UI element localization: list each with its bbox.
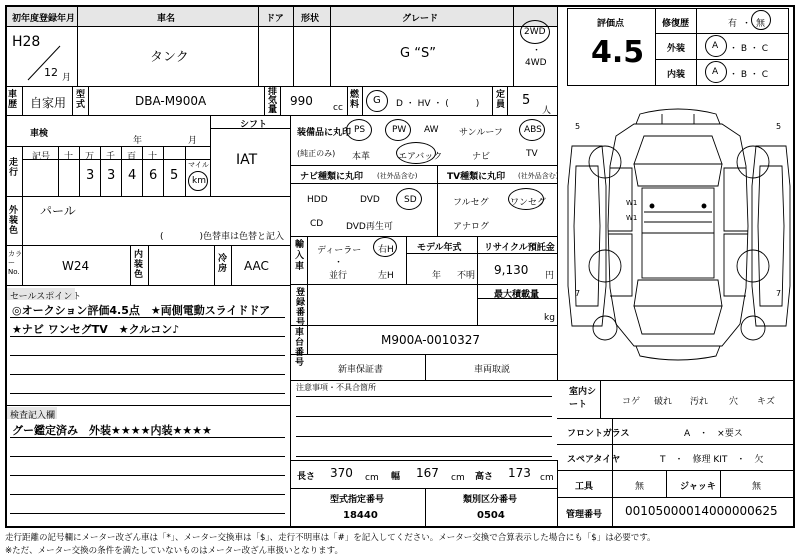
unit-3: 百 xyxy=(127,152,137,162)
exterior-color: パール xyxy=(40,204,76,218)
height-value: 173 xyxy=(508,466,531,480)
import-dealer: ディーラー xyxy=(317,246,362,256)
height-label: 高さ xyxy=(475,472,494,482)
shift-label: シフト xyxy=(240,120,268,130)
cc-unit: cc xyxy=(333,103,343,113)
management-label: 管理番号 xyxy=(566,510,603,520)
equip-pw: PW xyxy=(392,125,407,135)
class-value: 0504 xyxy=(477,510,505,521)
model-year-label: モデル年式 xyxy=(417,243,462,253)
model-year-unknown: 不明 xyxy=(457,271,476,281)
car-diagram xyxy=(562,106,796,374)
import-dot: ・ xyxy=(334,258,344,268)
seat-ana: 穴 xyxy=(729,397,739,407)
height-unit: cm xyxy=(540,473,554,483)
equip-ps: PS xyxy=(354,125,366,135)
inspector-label: 検査記入欄 xyxy=(10,411,56,421)
navi-label: ナビ種類に丸印 xyxy=(300,172,364,182)
tv-oneseg: ワンセグ xyxy=(510,198,547,208)
chassis-value: M900A-0010327 xyxy=(381,333,480,347)
model-value: DBA-M900A xyxy=(135,94,207,108)
tv-label: TV種類に丸印 xyxy=(447,172,506,182)
sales-line1: ◎オークション評価4.5点 ★両側電動スライドドア xyxy=(12,304,271,317)
drive-4wd: 4WD xyxy=(525,58,547,68)
reg-month-unit: 月 xyxy=(62,73,72,83)
unit-1: 万 xyxy=(85,152,95,162)
width-unit: cm xyxy=(451,473,465,483)
tools-label: 工具 xyxy=(575,482,594,492)
displacement-value: 990 xyxy=(290,94,313,108)
spare-label: スペアタイヤ xyxy=(567,455,621,465)
jack-value: 無 xyxy=(752,482,762,492)
management-value: 00105000014000000625 xyxy=(625,504,778,518)
navi-sd: SD xyxy=(404,195,417,205)
capacity-label: 定員 xyxy=(496,90,506,110)
color-no-label: カラーNo. xyxy=(8,250,22,276)
car-name: タンク xyxy=(150,50,189,65)
unit-0: 十 xyxy=(64,152,74,162)
notes-label: 注意事項・不具合箇所 xyxy=(296,383,376,392)
max-load-label: 最大積載量 xyxy=(494,290,540,300)
designation-label: 型式指定番号 xyxy=(330,495,385,505)
reg-year-label: 初年度登録年月 xyxy=(12,14,76,24)
footer-line1: 走行距離の記号欄にメーター改ざん車は「*」、メーター交換車は「$」、走行不明車は「#」を記入してください。メーター交換で合算表示した場合にも「$」は必要です。 xyxy=(5,533,656,543)
usage-value: 自家用 xyxy=(30,96,67,110)
length-unit: cm xyxy=(365,473,379,483)
diagram-label-7-right: 7 xyxy=(776,289,782,298)
recycle-label: リサイクル預託金 xyxy=(484,243,555,253)
equip-label: 装備品に丸印 xyxy=(297,128,352,138)
drive-dot: ・ xyxy=(532,46,542,56)
repair-no: 無 xyxy=(756,19,766,29)
tools-value: 無 xyxy=(635,482,645,492)
usage-label: 車歴 xyxy=(8,90,18,110)
import-right: 右H xyxy=(378,245,394,255)
navi-sub: (社外品含む) xyxy=(377,172,418,180)
door-label: ドア xyxy=(266,14,284,24)
designation-value: 18440 xyxy=(343,510,378,521)
inspection-year-unit: 年 xyxy=(133,136,143,146)
repaint-note: ( )色替車は色替と記入 xyxy=(160,232,285,242)
grade-value: G “S” xyxy=(400,46,436,61)
class-label: 類別区分番号 xyxy=(463,495,518,505)
fuel-options: D ・ HV ・ ( ) xyxy=(396,99,480,109)
score-value: 4.5 xyxy=(591,35,645,70)
seat-label: 室内シート xyxy=(569,387,597,410)
diagram-label-5-left: 5 xyxy=(575,122,581,131)
equip-tv: TV xyxy=(526,149,538,159)
reg-era: H28 xyxy=(12,34,41,50)
drive-2wd: 2WD xyxy=(524,27,546,37)
ext-a: A xyxy=(712,41,719,51)
inspector-text: グー鑑定済み 外装★★★★内装★★★★ xyxy=(12,424,212,437)
navi-cd: CD xyxy=(310,219,324,229)
navi-dvd: DVD xyxy=(360,195,380,205)
diagram-label-w1-b: W1 xyxy=(626,214,638,222)
recycle-yen: 円 xyxy=(545,271,555,281)
seat-yogore: 汚れ xyxy=(690,397,709,407)
inspection-label: 車検 xyxy=(30,129,49,139)
int-rest: ・ B ・ C xyxy=(729,70,769,80)
displacement-label: 排気量 xyxy=(268,87,278,115)
fuel-label: 燃料 xyxy=(350,90,360,110)
navi-hdd: HDD xyxy=(307,195,328,205)
seat-kizu: キズ xyxy=(757,397,775,407)
model-label: 型式 xyxy=(76,90,86,110)
repair-label: 修復歴 xyxy=(662,19,690,29)
reg-month: 12 xyxy=(44,66,58,79)
max-load-unit: kg xyxy=(544,313,555,323)
ext-rest: ・ B ・ C xyxy=(729,44,769,54)
capacity-unit: 人 xyxy=(542,106,552,116)
navi-dvd-play: DVD再生可 xyxy=(346,222,393,232)
fuel-selected: G xyxy=(373,95,381,106)
sales-line2: ★ナビ ワンセグTV ★クルコン♪ xyxy=(12,323,180,336)
digit-2: 4 xyxy=(128,168,137,183)
tv-fullseg: フルセグ xyxy=(453,198,489,208)
windshield-value: A ・ ×要ス xyxy=(684,429,743,439)
mileage-label: 走行 xyxy=(9,158,19,178)
ac-label: 冷房 xyxy=(218,254,228,274)
import-label: 輸入車 xyxy=(295,240,305,272)
digit-1: 3 xyxy=(107,168,116,183)
diagram-label-w1-a: W1 xyxy=(626,199,638,207)
tv-analog: アナログ xyxy=(453,222,490,232)
equip-abs: ABS xyxy=(524,125,542,135)
jack-label: ジャッキ xyxy=(680,482,716,492)
equip-aw: AW xyxy=(424,125,439,135)
digit-4: 5 xyxy=(170,168,179,183)
equip-sub: (純正のみ) xyxy=(297,149,336,158)
warranty-label: 新車保証書 xyxy=(338,365,384,375)
digit-0: 3 xyxy=(86,168,95,183)
diagram-label-7-left: 7 xyxy=(575,289,581,298)
color-no-value: W24 xyxy=(62,259,90,273)
seat-yabure: 破れ xyxy=(654,397,673,407)
unit-mile: マイル xyxy=(188,161,209,169)
unit-2: 千 xyxy=(106,152,116,162)
import-parallel: 並行 xyxy=(329,271,348,281)
footer-line2: ※ただ、メーター交換の条件を満たしていないものはメーター改ざん車扱いとなります。 xyxy=(5,546,343,556)
ext-label: 外装 xyxy=(667,44,686,54)
manual-label: 車両取説 xyxy=(474,365,511,375)
shift-value: IAT xyxy=(236,152,258,168)
length-value: 370 xyxy=(330,466,353,480)
repair-yes: 有 xyxy=(728,19,738,29)
exterior-label: 外装色 xyxy=(9,206,19,236)
equip-navi: ナビ xyxy=(472,152,491,162)
int-label: 内装 xyxy=(667,70,686,80)
spare-value: T ・ 修理 KIT ・ 欠 xyxy=(660,455,764,465)
equip-sunroof: サンルーフ xyxy=(459,128,503,138)
inspection-month-unit: 月 xyxy=(188,136,198,146)
unit-km: km xyxy=(192,176,206,186)
capacity-value: 5 xyxy=(522,93,531,108)
length-label: 長さ xyxy=(297,472,316,482)
width-value: 167 xyxy=(416,466,439,480)
score-label: 評価点 xyxy=(597,19,625,29)
sales-label: セールスポイント xyxy=(10,292,82,302)
width-label: 幅 xyxy=(391,472,401,482)
chassis-label: 車台番号 xyxy=(295,328,305,368)
int-a: A xyxy=(712,67,719,77)
grade-label: グレード xyxy=(402,14,439,24)
interior-color-label: 内装色 xyxy=(134,250,144,280)
equip-airbag: エアバック xyxy=(398,152,443,162)
windshield-label: フロントガラス xyxy=(567,429,630,439)
tv-sub: (社外品含む) xyxy=(518,172,559,180)
equip-leather: 本革 xyxy=(352,152,371,162)
shape-label: 形状 xyxy=(301,14,320,24)
model-year-unit: 年 xyxy=(432,271,442,281)
mileage-mark-label: 記号 xyxy=(32,152,51,162)
recycle-value: 9,130 xyxy=(494,263,529,277)
unit-4: 十 xyxy=(148,152,158,162)
repair-dot: ・ xyxy=(742,19,752,29)
digit-3: 6 xyxy=(149,168,158,183)
ac-value: AAC xyxy=(244,259,269,273)
import-left: 左H xyxy=(378,271,394,281)
car-name-label: 車名 xyxy=(157,14,176,24)
registration-label: 登録番号 xyxy=(296,288,306,328)
seat-koge: コゲ xyxy=(622,397,641,407)
diagram-label-5-right: 5 xyxy=(776,122,782,131)
